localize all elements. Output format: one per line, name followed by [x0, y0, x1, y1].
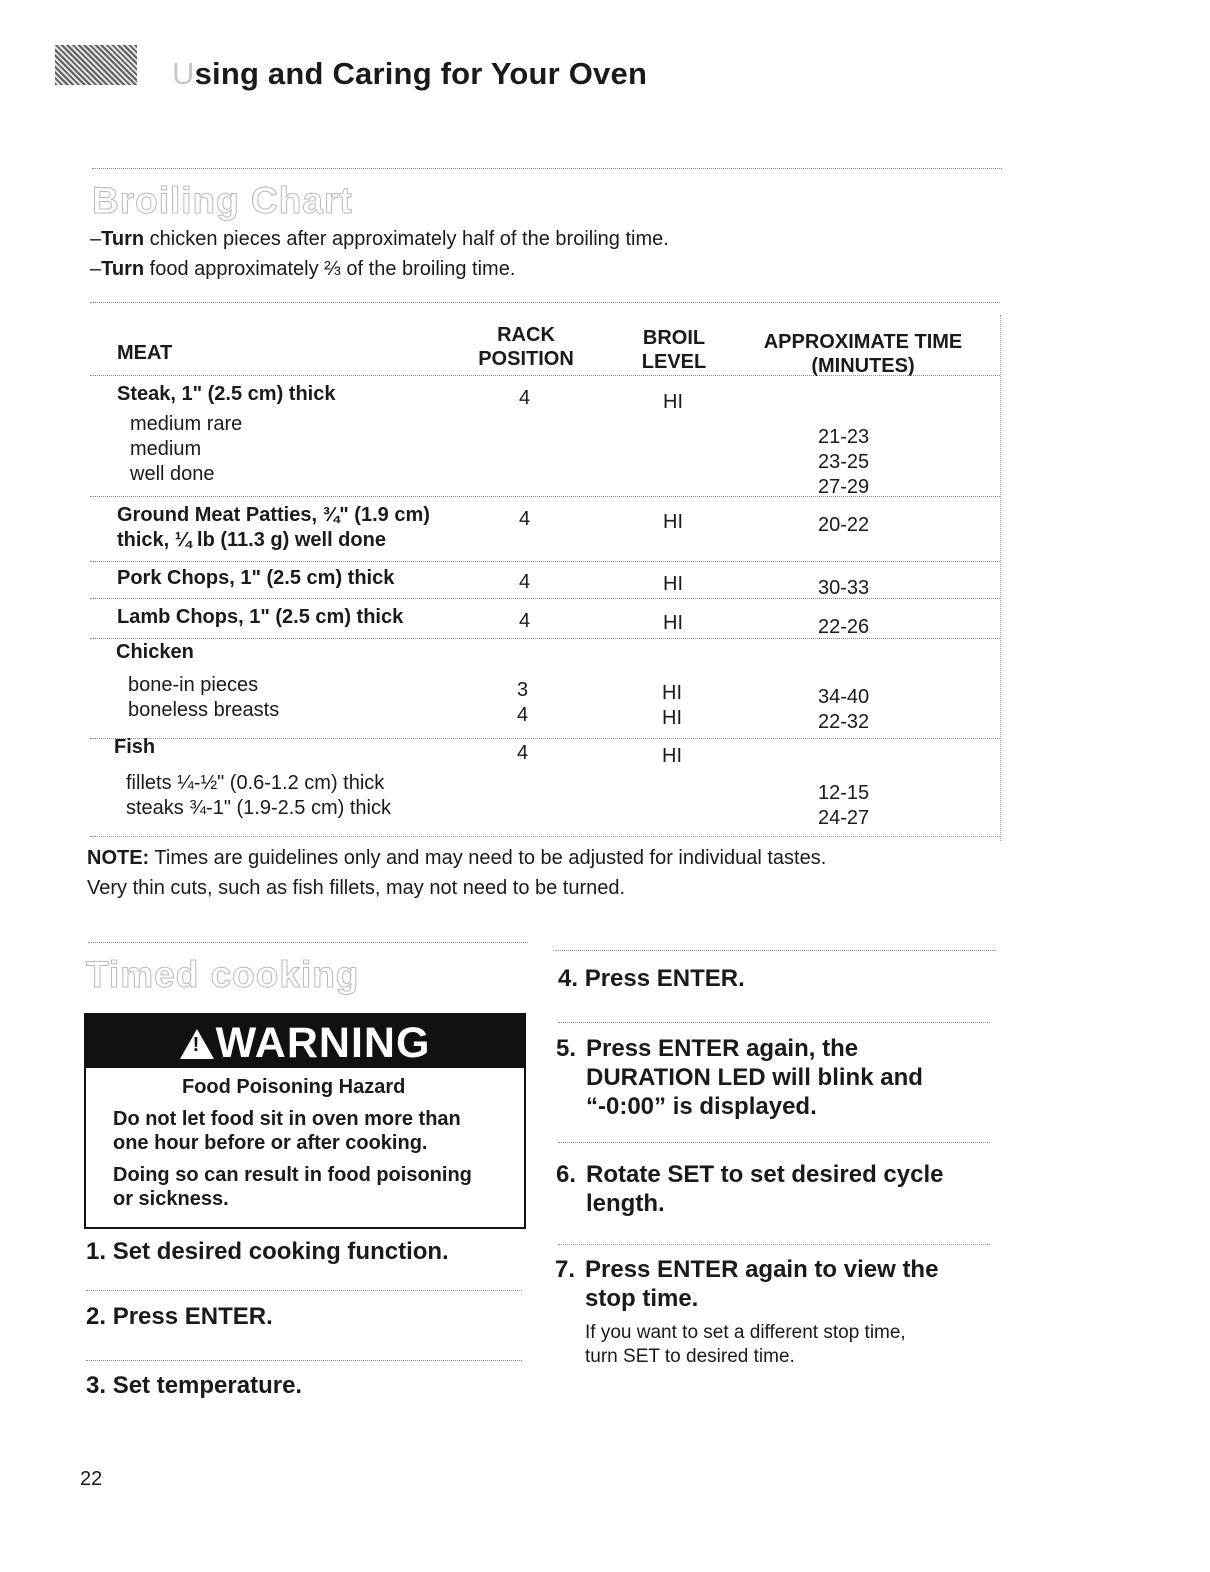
- row-rule: [90, 638, 1000, 639]
- row-rule: [90, 496, 1000, 497]
- tip-1-text: chicken pieces after approximately half of the broiling time.: [144, 228, 669, 250]
- page-number: 22: [80, 1468, 103, 1490]
- row-pork-rack: 4: [519, 571, 531, 593]
- row-lamb-time: 22-26: [818, 616, 870, 638]
- row-patties-rack: 4: [519, 508, 531, 530]
- row-chicken-name: Chicken: [116, 641, 194, 663]
- step-3: 3. Set temperature.: [86, 1372, 303, 1399]
- step-7: 7. Press ENTER again to view the stop time.: [555, 1256, 939, 1312]
- row-rule: [90, 598, 1000, 599]
- row-steak-rack: 4: [519, 387, 531, 409]
- step-4: 4. Press ENTER.: [558, 965, 745, 992]
- table-bottom-rule: [90, 836, 1000, 837]
- warning-box: [84, 1013, 526, 1229]
- step-rule: [558, 1142, 990, 1143]
- step-1: 1. Set desired cooking function.: [86, 1238, 449, 1265]
- broiling-heading: Broiling Chart: [92, 180, 353, 221]
- row-steak-times: 21-23 23-25 27-29: [818, 426, 870, 498]
- col-header-meat: MEAT: [117, 342, 173, 364]
- row-fish-rack: 4: [517, 742, 529, 764]
- tip-1-bold: Turn: [101, 228, 145, 250]
- row-fish-name: Fish: [114, 736, 156, 758]
- step-2: 2. Press ENTER.: [86, 1303, 273, 1330]
- warning-hazard: Food Poisoning Hazard: [182, 1076, 406, 1098]
- tip-2-text: food approximately ⅔ of the broiling time.: [144, 258, 516, 280]
- header-rule: [90, 375, 1000, 376]
- row-chicken-times: 34-40 22-32: [818, 686, 870, 733]
- col-header-time: APPROXIMATE TIME (MINUTES): [763, 331, 963, 377]
- row-steak-level: HI: [663, 391, 683, 413]
- header-graphic: [55, 45, 137, 85]
- warning-text-2: Doing so can result in food poisoning or sickness.: [113, 1164, 472, 1210]
- row-pork-name: Pork Chops, 1" (2.5 cm) thick: [117, 567, 395, 589]
- row-chicken-racks: 3 4: [517, 679, 529, 726]
- step-rule: [558, 1022, 990, 1023]
- tip-1: –Turn chicken pieces after approximately half of the broiling time.: [90, 228, 669, 250]
- warning-text-1: Do not let food sit in oven more than one hour before or after cooking.: [113, 1108, 461, 1154]
- section-rule: [92, 168, 1002, 169]
- tip-2: –Turn food approximately ⅔ of the broiling time.: [90, 258, 516, 280]
- row-pork-level: HI: [663, 573, 683, 595]
- step-7-detail: If you want to set a different stop time, turn SET to desired time.: [585, 1322, 906, 1367]
- row-fish-times: 12-15 24-27: [818, 782, 870, 829]
- row-steak-name: Steak, 1" (2.5 cm) thick: [117, 383, 336, 405]
- col-header-broil: BROIL LEVEL: [641, 327, 707, 373]
- row-chicken-subs: bone-in pieces boneless breasts: [128, 674, 280, 721]
- row-pork-time: 30-33: [818, 577, 870, 599]
- row-rule: [90, 738, 1000, 739]
- row-fish-subs: fillets ¼-½" (0.6-1.2 cm) thick steaks ¾-1" (1.9-2.5 cm) thick: [126, 772, 391, 819]
- tip-2-bold: Turn: [101, 258, 145, 280]
- step-rule: [86, 1360, 522, 1361]
- row-chicken-levels: HI HI: [662, 682, 682, 729]
- step-5: 5. Press ENTER again, the DURATION LED will blink and “-0:00” is displayed.: [556, 1035, 923, 1120]
- step-rule: [86, 1290, 522, 1291]
- step-rule: [558, 1244, 990, 1245]
- row-patties-time: 20-22: [818, 514, 870, 536]
- timed-heading: Timed cooking: [86, 954, 360, 995]
- row-patties-name: Ground Meat Patties, ¾" (1.9 cm) thick, ¼ lb (11.3 g) well done: [117, 504, 430, 551]
- row-lamb-level: HI: [663, 612, 683, 634]
- col-header-rack: RACK POSITION: [478, 324, 574, 370]
- page-title: [172, 56, 647, 92]
- row-fish-level: HI: [662, 745, 682, 767]
- warning-triangle-icon: [180, 1029, 214, 1059]
- note: NOTE: Times are guidelines only and may need to be adjusted for individual tastes. Very thin cuts, such as fish fillets, may not need to be turned.: [87, 847, 827, 899]
- section-rule: [555, 950, 995, 951]
- title-initial: U: [172, 56, 195, 91]
- row-lamb-rack: 4: [519, 610, 531, 632]
- step-6: 6. Rotate SET to set desired cycle length.: [556, 1161, 944, 1217]
- row-patties-level: HI: [663, 511, 683, 533]
- table-top-rule: [90, 302, 1000, 303]
- warning-banner: [86, 1015, 524, 1068]
- title-text: sing and Caring for Your Oven: [194, 56, 648, 91]
- row-steak-sub: medium rare medium well done: [130, 413, 243, 485]
- warning-banner-text: WARNING: [215, 1019, 431, 1067]
- section-rule: [88, 942, 528, 943]
- row-lamb-name: Lamb Chops, 1" (2.5 cm) thick: [117, 606, 404, 628]
- row-rule: [90, 561, 1000, 562]
